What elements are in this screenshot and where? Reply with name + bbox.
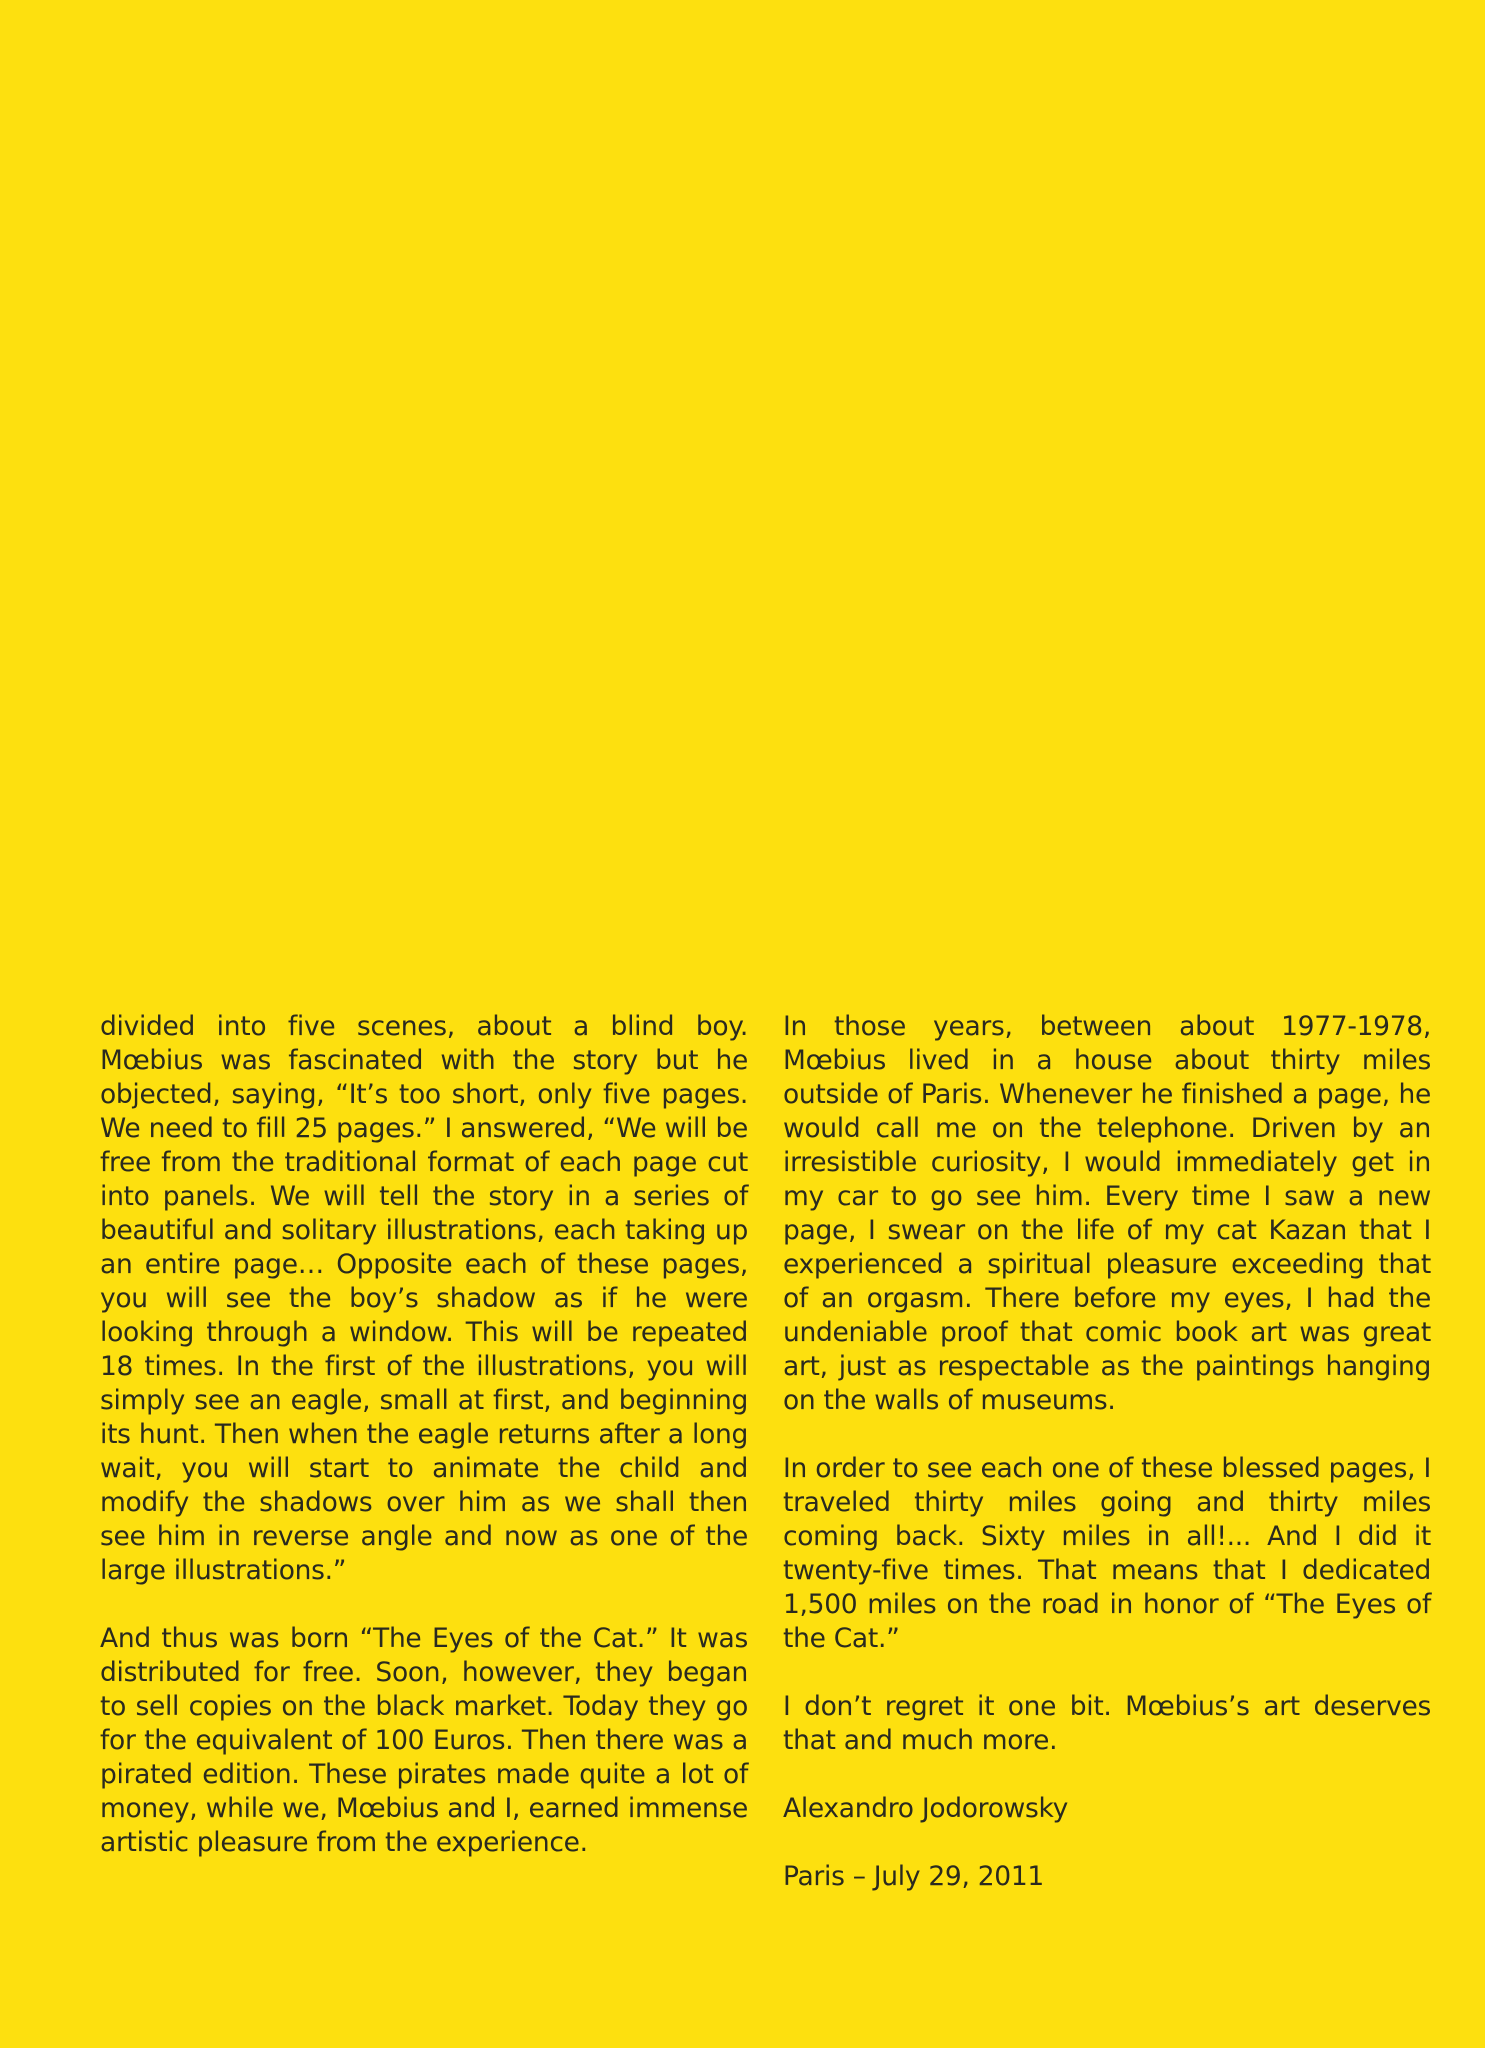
right-text-column xyxy=(783,1010,1431,1928)
signature-block xyxy=(783,1792,1431,1894)
body-paragraph: In those years, between about 1977-1978, Mœbius lived in a house about thirty miles outside of Paris. Whenever he finished a page, he would call me on the telephone. Driven by an irresistible curiosity, I would immediately get in my car to go see him. Every time I saw a new page, I swear on the life of my cat Kazan that I experienced a spiritual pleasure exceeding that of an orgasm. There before my eyes, I had the undeniable proof that comic book art was great art, just as respectable as the paintings hanging on the walls of museums. xyxy=(783,1011,1431,1416)
body-paragraph: divided into five scenes, about a blind boy. Mœbius was fascinated with the story but he objected, saying, “It’s too short, only five pages. We need to fill 25 pages.” I answered, “We will be free from the traditional format of each page cut into panels. We will tell the story in a series of beautiful and solitary illustrations, each taking up an entire page… Opposite each of these pages, you will see the boy’s shadow as if he were looking through a window. This will be repeated 18 times. In the first of the illustrations, you will simply see an eagle, small at first, and beginning its hunt. Then when the eagle returns after a long wait, you will start to animate the child and modify the shadows over him as we shall then see him in reverse angle and now as one of the large illustrations.” xyxy=(100,1011,748,1586)
signature-author: Alexandro Jodorowsky xyxy=(783,1793,1068,1824)
signature-place-date: Paris – July 29, 2011 xyxy=(783,1861,1044,1892)
body-paragraph: I don’t regret it one bit. Mœbius’s art deserves that and much more. xyxy=(783,1691,1431,1756)
body-paragraph: And thus was born “The Eyes of the Cat.” It was distributed for free. Soon, however, they began to sell copies on the black market. Today they go for the equivalent of 100 Euros. Then there was a pirated edition. These pirates made quite a lot of money, while we, Mœbius and I, earned immense artistic pleasure from the experience. xyxy=(100,1623,748,1858)
body-paragraph: In order to see each one of these blessed pages, I traveled thirty miles going and thirty miles coming back. Sixty miles in all!... And I did it twenty-five times. That means that I dedicated 1,500 miles on the road in honor of “The Eyes of the Cat.” xyxy=(783,1453,1431,1654)
left-text-column xyxy=(100,1010,748,1894)
